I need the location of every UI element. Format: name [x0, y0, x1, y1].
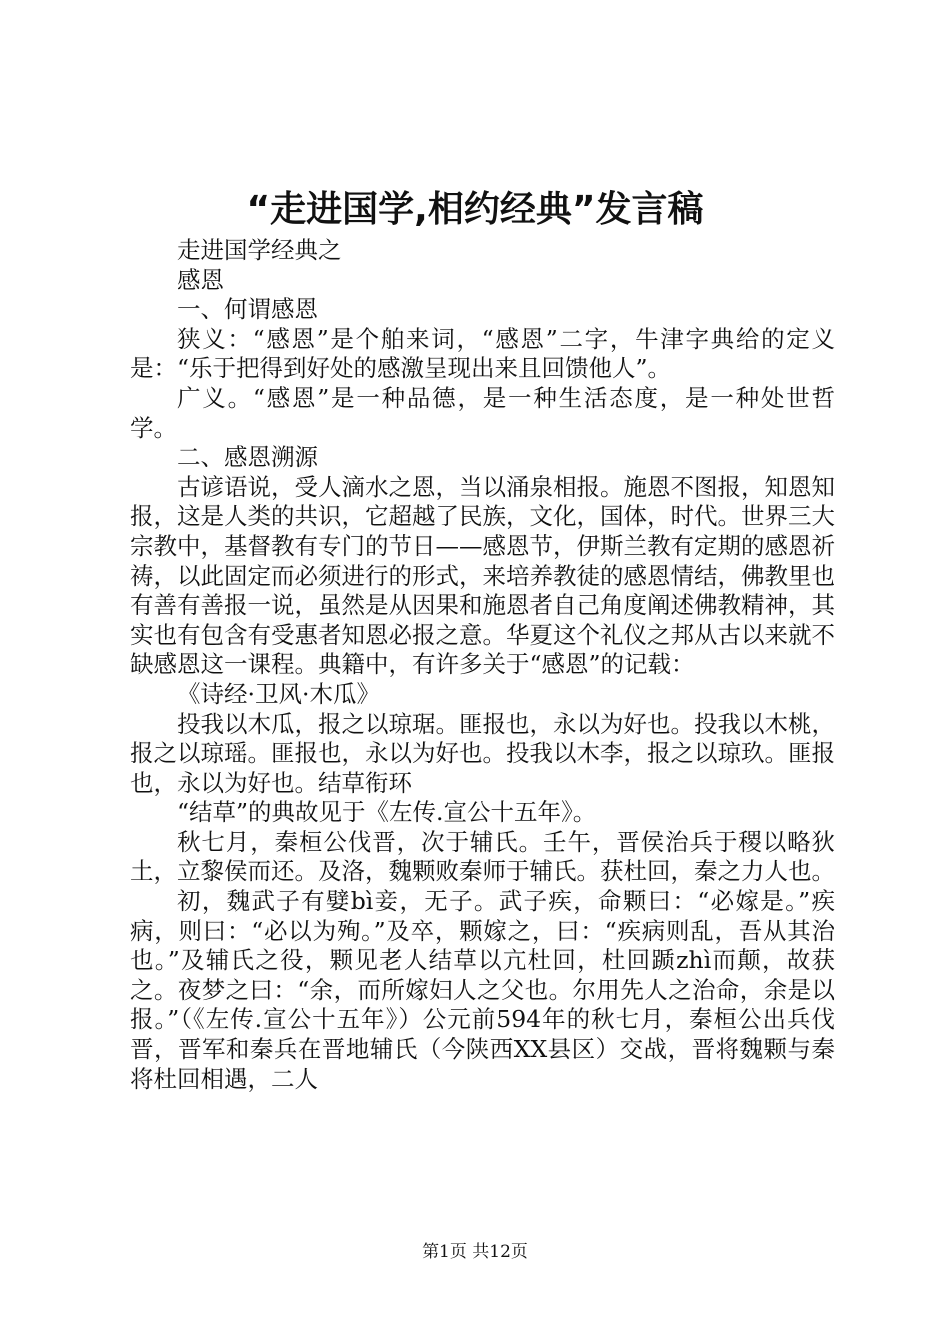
document-title: “走进国学,相约经典”发言稿 [246, 189, 704, 230]
quote-source: 《诗经·卫风·木瓜》 [177, 679, 380, 708]
section-heading-2: 二、感恩溯源 [177, 443, 318, 472]
paragraph: 秋七月，秦桓公伐晋，次于辅氏。壬午，晋侯治兵于稷以略狄土，立黎侯而还。及洛，魏颗败秦师于辅氏。获杜回，秦之力人也。 [130, 827, 835, 886]
paragraph: 投我以木瓜，报之以琼琚。匪报也，永以为好也。投我以木桃，报之以琼瑶。匪报也，永以为好也。投我以木李，报之以琼玖。匪报也，永以为好也。结草衔环 [130, 709, 835, 797]
paragraph: 初，魏武子有嬖bì妾，无子。武子疾，命颗曰：“必嫁是。”疾病，则曰：“必以为殉。”及卒，颗嫁之，曰：“疾病则乱，吾从其治也。”及辅氏之役，颗见老人结草以亢杜回，杜回踬zhì而颠，故获之。夜梦之曰：“余，而所嫁妇人之父也。尔用先人之治命，余是以报。”（《左传.宣公十五年》）公元前594年的秋七月，秦桓公出兵伐晋，晋军和秦兵在晋地辅氏（今陕西XX县区）交战，晋将魏颗与秦将杜回相遇，二人 [130, 887, 835, 1093]
paragraph-subtitle-2: 感恩 [177, 265, 224, 294]
paragraph: 广义。“感恩”是一种品德，是一种生活态度，是一种处世哲学。 [130, 383, 835, 442]
paragraph: “结草”的典故见于《左传.宣公十五年》。 [177, 798, 597, 827]
document-body [130, 236, 835, 1094]
paragraph-subtitle: 走进国学经典之 [177, 236, 342, 264]
section-heading-1: 一、何谓感恩 [177, 295, 318, 324]
page-footer: 第1页 共12页 [422, 1242, 528, 1262]
paragraph: 古谚语说，受人滴水之恩，当以涌泉相报。施恩不图报，知恩知报，这是人类的共识，它超越了民族，文化，国体，时代。世界三大宗教中，基督教有专门的节日——感恩节，伊斯兰教有定期的感恩祈祷，以此固定而必须进行的形式，来培养教徒的感恩情结，佛教里也有善有善报一说，虽然是从因果和施恩者自己角度阐述佛教精神，其实也有包含有受惠者知恩必报之意。华夏这个礼仪之邦从古以来就不缺感恩这一课程。典籍中，有许多关于“感恩”的记载： [130, 472, 835, 679]
paragraph: 狭义：“感恩”是个舶来词，“感恩”二字，牛津字典给的定义是：“乐于把得到好处的感激呈现出来且回馈他人”。 [130, 324, 835, 383]
